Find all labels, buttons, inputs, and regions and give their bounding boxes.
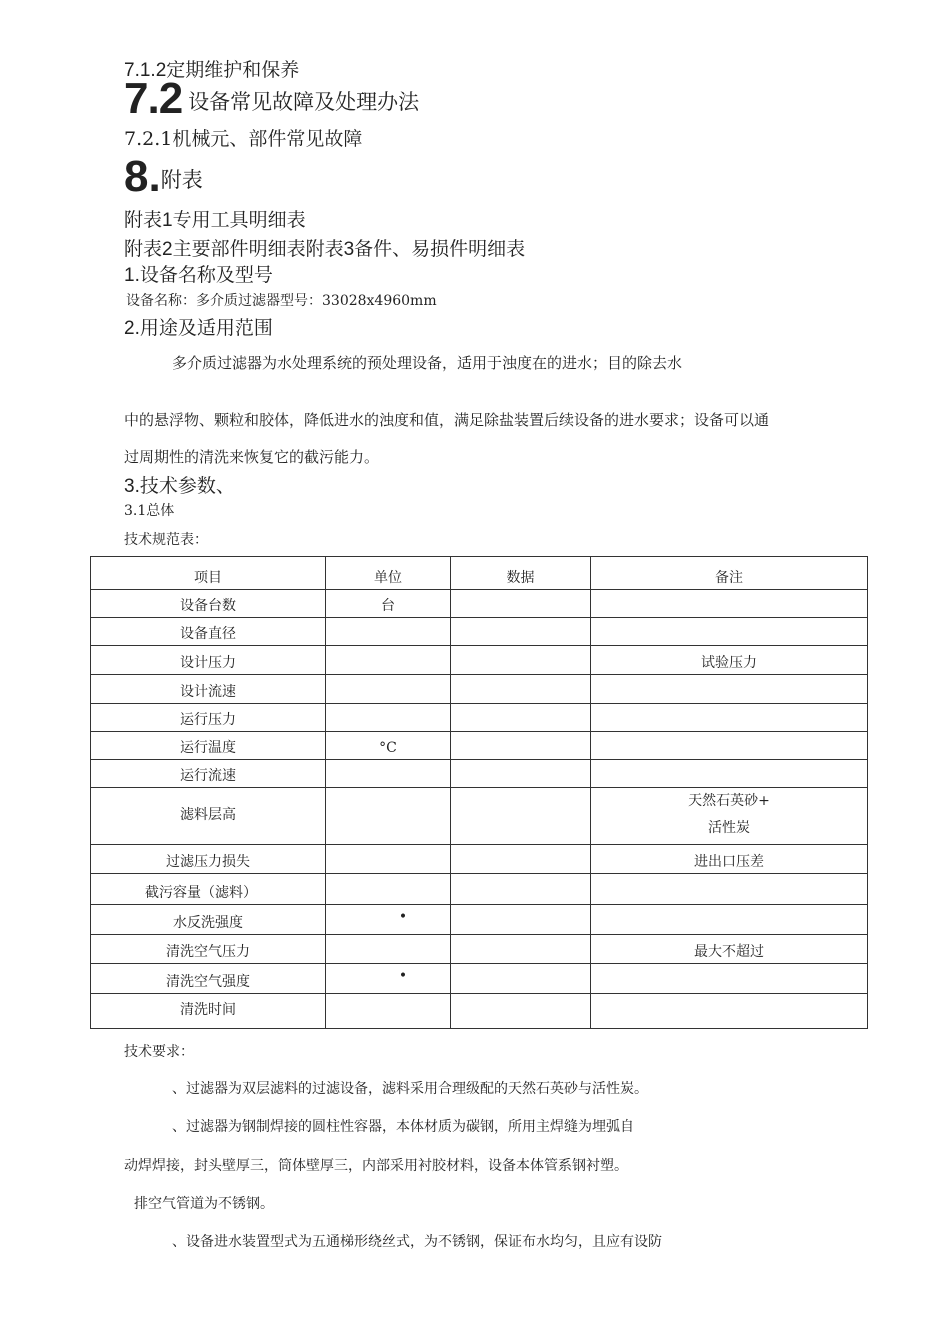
heading-7-2-1: 7.2.1机械元、部件常见故障	[124, 128, 363, 150]
table-cell	[591, 732, 868, 760]
requirement-line-2: 、过滤器为钢制焊接的圆柱性容器，本体材质为碳钢，所用主焊缝为埋弧自	[172, 1119, 634, 1135]
heading-7-2	[124, 74, 419, 124]
requirement-line-3: 动焊焊接，封头壁厚三，筒体壁厚三，内部采用衬胶材料，设备本体管系钢衬塑。	[124, 1158, 628, 1174]
table-cell	[451, 618, 591, 646]
table-row	[91, 590, 868, 618]
header-cell: 数据	[451, 557, 591, 590]
header-cell: 项目	[91, 557, 326, 590]
table-cell	[451, 590, 591, 618]
spec-table-label: 技术规范表：	[124, 532, 208, 548]
table-cell: 清洗时间	[91, 994, 326, 1029]
requirements-label: 技术要求：	[124, 1044, 194, 1060]
table-cell	[326, 935, 451, 964]
table-cell: •	[326, 964, 451, 994]
table-cell	[451, 788, 591, 845]
table-cell: 滤料层高	[91, 788, 326, 845]
table-row	[91, 935, 868, 964]
table-row	[91, 732, 868, 760]
table-row	[91, 646, 868, 675]
header-cell: 单位	[326, 557, 451, 590]
table-cell	[451, 935, 591, 964]
table-cell	[326, 704, 451, 732]
section-2-title: 2.用途及适用范围	[124, 318, 273, 339]
table-cell: 设备台数	[91, 590, 326, 618]
table-cell	[591, 874, 868, 905]
table-cell: 最大不超过	[591, 935, 868, 964]
table-cell	[451, 964, 591, 994]
table-cell	[451, 646, 591, 675]
table-cell	[326, 618, 451, 646]
header-cell: 备注	[591, 557, 868, 590]
table-cell: 设计流速	[91, 675, 326, 704]
table-cell	[451, 874, 591, 905]
table-cell: 水反洗强度	[91, 905, 326, 935]
table-header-row	[91, 557, 868, 590]
table-row	[91, 964, 868, 994]
table-row	[91, 618, 868, 646]
table-cell: 清洗空气强度	[91, 964, 326, 994]
heading-8-number: 8.	[124, 152, 161, 201]
appendix-1-title: 附表1专用工具明细表	[124, 210, 306, 231]
table-row	[91, 788, 868, 845]
table-cell: 截污容量（滤料）	[91, 874, 326, 905]
table-cell: 试验压力	[591, 646, 868, 675]
table-cell: 台	[326, 590, 451, 618]
table-row	[91, 905, 868, 935]
section-1-title: 1.设备名称及型号	[124, 265, 273, 286]
table-cell: 运行压力	[91, 704, 326, 732]
table-cell	[451, 732, 591, 760]
paragraph-line-2: 中的悬浮物、颗粒和胶体，降低进水的浊度和值，满足除盐装置后续设备的进水要求；设备可以通	[124, 411, 770, 429]
table-cell: 进出口压差	[591, 845, 868, 874]
table-cell	[591, 618, 868, 646]
table-cell	[591, 760, 868, 788]
table-cell	[591, 590, 868, 618]
heading-7-1-2: 7.1.2定期维护和保养	[124, 60, 300, 81]
table-cell	[451, 760, 591, 788]
heading-8-text: 附表	[160, 168, 203, 192]
section-3-title: 3.技术参数、	[124, 476, 235, 497]
table-cell: 天然石英砂+ 活性炭	[591, 788, 868, 845]
table-row	[91, 845, 868, 874]
table-cell	[591, 964, 868, 994]
heading-7-2-number: 7.2	[124, 74, 183, 123]
table-row	[91, 675, 868, 704]
table-cell	[591, 905, 868, 935]
table-cell	[451, 845, 591, 874]
table-cell	[326, 994, 451, 1029]
table-cell	[326, 646, 451, 675]
table-cell	[326, 760, 451, 788]
table-cell: 运行流速	[91, 760, 326, 788]
requirement-line-5: 、设备进水装置型式为五通梯形绕丝式，为不锈钢，保证布水均匀，且应有设防	[172, 1234, 662, 1250]
table-cell	[451, 675, 591, 704]
table-cell	[591, 675, 868, 704]
heading-7-2-text: 设备常见故障及处理办法	[188, 90, 420, 114]
equipment-name-line: 设备名称：多介质过滤器型号：33028x4960mm	[126, 293, 437, 309]
table-row	[91, 874, 868, 905]
table-row	[91, 704, 868, 732]
table-cell: 过滤压力损失	[91, 845, 326, 874]
table-cell	[326, 845, 451, 874]
table-row	[91, 760, 868, 788]
requirement-line-4: 排空气管道为不锈钢。	[134, 1196, 274, 1212]
appendix-2-title: 附表2主要部件明细表附表3备件、易损件明细表	[124, 239, 526, 260]
requirement-line-1: 、过滤器为双层滤料的过滤设备，滤料采用合理级配的天然石英砂与活性炭。	[172, 1081, 648, 1097]
table-cell	[591, 704, 868, 732]
table-cell	[591, 994, 868, 1029]
paragraph-line-3: 过周期性的清洗来恢复它的截污能力。	[124, 448, 380, 466]
table-cell: °C	[326, 732, 451, 760]
paragraph-line-1: 多介质过滤器为水处理系统的预处理设备，适用于浊度在的进水；目的除去水	[172, 354, 683, 372]
table-cell	[451, 704, 591, 732]
table-cell: 设备直径	[91, 618, 326, 646]
table-cell: 设计压力	[91, 646, 326, 675]
section-3-1-title: 3.1总体	[124, 503, 175, 519]
table-cell	[326, 874, 451, 905]
heading-8	[124, 152, 203, 202]
table-row	[91, 994, 868, 1029]
table-cell	[451, 905, 591, 935]
table-cell: •	[326, 905, 451, 935]
spec-table	[90, 556, 868, 1029]
table-cell	[326, 788, 451, 845]
table-cell: 运行温度	[91, 732, 326, 760]
table-cell: 清洗空气压力	[91, 935, 326, 964]
table-cell	[326, 675, 451, 704]
table-cell	[451, 994, 591, 1029]
